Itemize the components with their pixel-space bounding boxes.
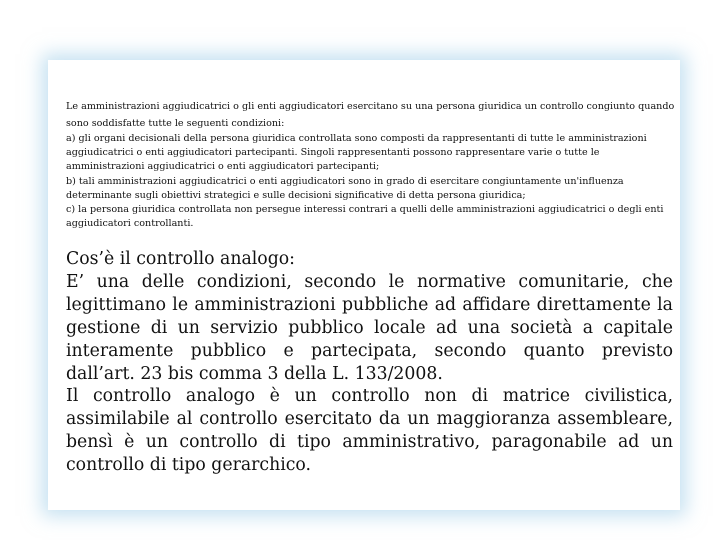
main-text <box>66 248 673 477</box>
condition-c: c) la persona giuridica controllata non persegue interessi contrari a quelli delle amministrazioni aggiudicatrici o degli enti aggiudicatori controllanti. <box>66 204 664 230</box>
conclusion-paragraph: Il controllo analogo è un controllo non di matrice civilistica, assimilabile al controllo esercitato da un maggioranza assembleare, bensì è un controllo di tipo amministrativo, paragonabile ad un controllo di tipo gerarchico. <box>66 386 673 476</box>
question-heading: Cos’è il controllo analogo: <box>66 249 295 269</box>
intro-paragraph: Le amministrazioni aggiudicatrici o gli enti aggiudicatori esercitano su una persona giuridica un controllo congiunto quando sono soddisfatte tutte le seguenti condizioni: <box>66 101 675 129</box>
condition-b: b) tali amministrazioni aggiudicatrici o enti aggiudicatori sono in grado di esercitare congiuntamente un'influenza determinante sugli obiettivi strategici e sulle decisioni significative di detta persona giuridica; <box>66 175 624 201</box>
condition-a: a) gli organi decisionali della persona giuridica controllata sono composti da rappresentanti di tutte le amministrazioni aggiudicatrici o enti aggiudicatori partecipanti. Singoli rappresentanti possono rappresentare varie o tutte le amministrazioni aggiudicatrici o enti aggiudicatori partecipanti; <box>66 133 647 173</box>
answer-paragraph: E’ una delle condizioni, secondo le normative comunitarie, che legittimano le amministrazioni pubbliche ad affidare direttamente la gestione di un servizio pubblico locale ad una società a capitale interamente pubblico e partecipata, secondo quanto previsto dall’art. 23 bis comma 3 della L. 133/2008. <box>66 271 673 384</box>
regulation-excerpt <box>66 98 678 231</box>
